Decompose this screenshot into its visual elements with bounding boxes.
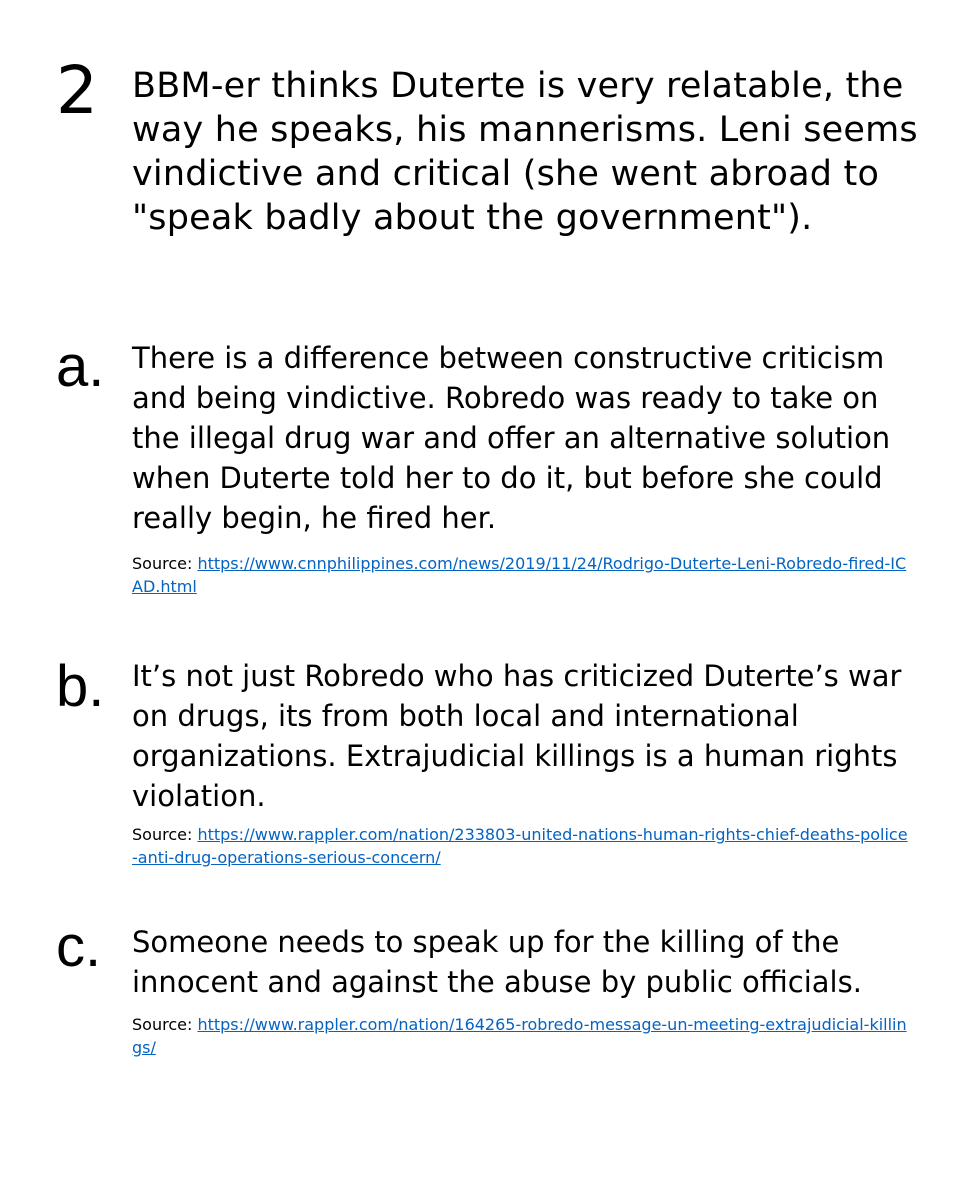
source-label: Source: <box>132 825 198 844</box>
response-c-source <box>132 1013 912 1059</box>
response-b-text: It’s not just Robredo who has criticized Duterte’s war on drugs, its from both local and international organizations. Extrajudicial killings is a human rights violation. <box>132 659 902 813</box>
response-c-source-link[interactable]: https://www.rappler.com/nation/164265-robredo-message-un-meeting-extrajudicial-killings/ <box>132 1015 907 1057</box>
response-b-source <box>132 823 912 869</box>
claim-text: BBM-er thinks Duterte is very relatable, the way he speaks, his mannerisms. Leni seems vindictive and critical (she went abroad to "speak badly about the government"). <box>132 66 918 238</box>
response-c-text: Someone needs to speak up for the killing of the innocent and against the abuse by public officials. <box>132 925 862 999</box>
response-b-source-link[interactable]: https://www.rappler.com/nation/233803-united-nations-human-rights-chief-deaths-police-anti-drug-operations-serious-concern/ <box>132 825 908 867</box>
claim-number: 2 <box>56 52 98 129</box>
response-b-letter: b. <box>56 654 105 719</box>
source-label: Source: <box>132 554 198 573</box>
source-label: Source: <box>132 1015 198 1034</box>
response-a-text: There is a difference between constructive criticism and being vindictive. Robredo was ready to take on the illegal drug war and offer an alternative solution when Duterte told her to do it, but before she could really begin, he fired her. <box>132 341 891 535</box>
response-a-source-link[interactable]: https://www.cnnphilippines.com/news/2019/11/24/Rodrigo-Duterte-Leni-Robredo-fired-ICAD.html <box>132 554 907 596</box>
response-a-source <box>132 552 912 598</box>
response-a-letter: a. <box>56 334 105 399</box>
response-c-letter: c. <box>56 914 102 979</box>
